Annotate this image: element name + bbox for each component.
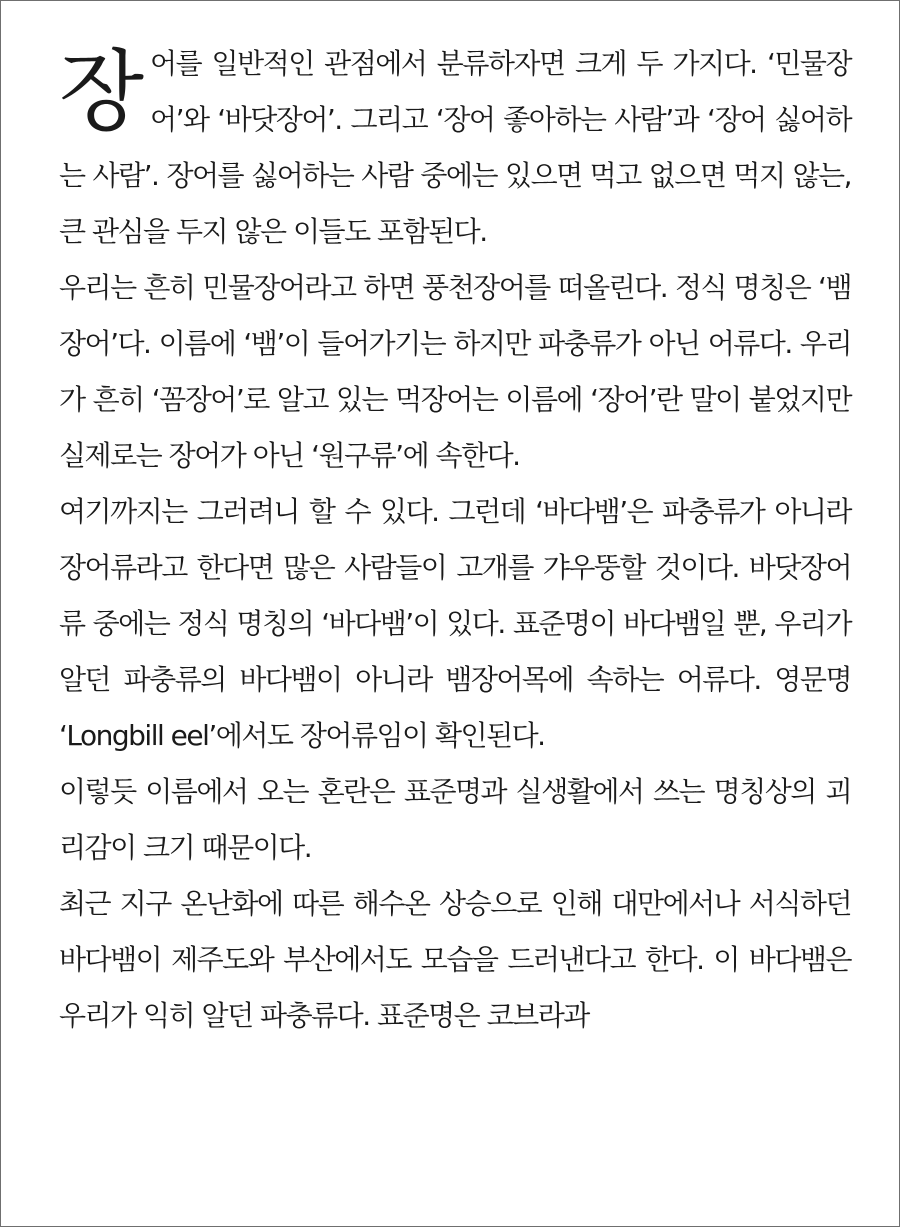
paragraph [59, 36, 851, 260]
paragraph: 최근 지구 온난화에 따른 해수온 상승으로 인해 대만에서나 서식하던 바다뱀이 제주도와 부산에서도 모습을 드러낸다고 한다. 이 바다뱀은 우리가 익히 알던 파충류다. 표준명은 코브라과 [59, 887, 851, 1032]
drop-cap: 장 [59, 40, 145, 143]
paragraph: 우리는 흔히 민물장어라고 하면 풍천장어를 떠올린다. 정식 명칭은 ‘뱀장어’다. 이름에 ‘뱀’이 들어가기는 하지만 파충류가 아닌 어류다. 우리가 흔히 ‘꼼장어’로 알고 있는 먹장어는 이름에 ‘장어’란 말이 붙었지만 실제로는 장어가 아닌 ‘원구류’에 속한다. [59, 271, 851, 472]
article-body [59, 36, 851, 1044]
paragraph-text: 어를 일반적인 관점에서 분류하자면 크게 두 가지다. ‘민물장어’와 ‘바닷장어’. 그리고 ‘장어 좋아하는 사람’과 ‘장어 싫어하는 사람’. 장어를 싫어하는 사람 중에는 있으면 먹고 없으면 먹지 않는, 큰 관심을 두지 않은 이들도 포함된다. [59, 47, 851, 248]
paragraph: 이렇듯 이름에서 오는 혼란은 표준명과 실생활에서 쓰는 명칭상의 괴리감이 크기 때문이다. [59, 775, 851, 864]
paragraph: 여기까지는 그러려니 할 수 있다. 그런데 ‘바다뱀’은 파충류가 아니라 장어류라고 한다면 많은 사람들이 고개를 갸우뚱할 것이다. 바닷장어류 중에는 정식 명칭의 ‘바다뱀’이 있다. 표준명이 바다뱀일 뿐, 우리가 알던 파충류의 바다뱀이 아니라 뱀장어목에 속하는 어류다. 영문명 ‘Longbill eel’에서도 장어류임이 확인된다. [59, 495, 851, 752]
